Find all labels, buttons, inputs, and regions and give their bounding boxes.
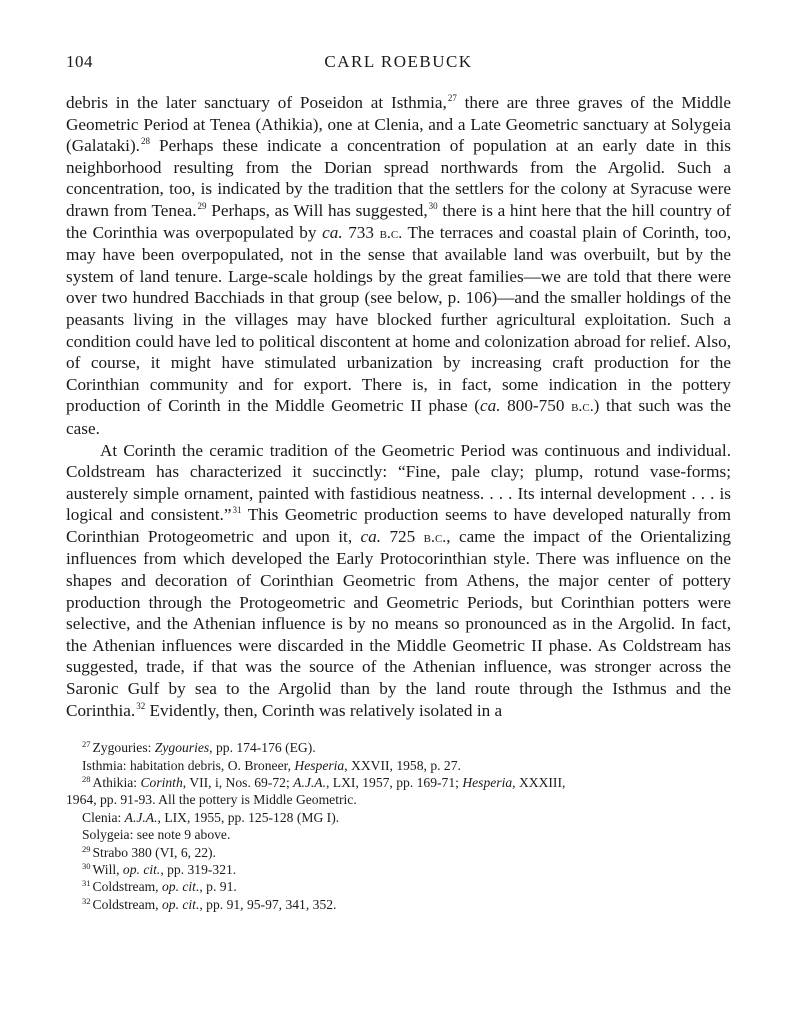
bc-abbrev: b.c. xyxy=(379,224,403,242)
footnote-ref-27[interactable]: 27 xyxy=(447,93,457,103)
footnote-title: Zygouries xyxy=(154,740,210,756)
footnote-number: 27 xyxy=(82,739,91,750)
page-number: 104 xyxy=(66,52,93,71)
circa-abbrev: ca. xyxy=(479,396,501,416)
text-run: ) that such was the case. xyxy=(66,396,731,438)
text-run: there is a hint here that the hill country of the Corinthia was overpopulated by xyxy=(66,200,731,242)
footnote-31 xyxy=(82,878,731,895)
text-run: At Corinth the ceramic tradition of the Geometric Period was continuous and individual. Coldstream has characterized it succinctly: “Fine, pale clay; plump, rotund vase-forms; austerely simple ornament, painted with fastidious neatness. . . . Its internal development . . . is logical and consistent.” xyxy=(66,440,731,525)
paragraph-2 xyxy=(66,440,731,722)
footnote-text: , VII, i, Nos. 69-72; xyxy=(182,775,294,791)
footnote-title: A.J.A. xyxy=(124,809,158,825)
text-run: Evidently, then, Corinth was relatively isolated in a xyxy=(145,700,503,720)
footnote-text: Coldstream, xyxy=(92,879,162,895)
footnote-32 xyxy=(82,896,731,913)
footnote-ref-29[interactable]: 29 xyxy=(197,200,207,211)
footnote-text: , p. 91. xyxy=(199,879,237,895)
footnote-number: 32 xyxy=(82,895,91,906)
footnote-29 xyxy=(82,844,731,861)
footnote-text: , LIX, 1955, pp. 125-128 (MG I). xyxy=(157,809,340,825)
footnote-number: 30 xyxy=(82,861,91,872)
text-run: Perhaps, as Will has suggested, xyxy=(206,200,428,220)
footnote-text: , pp. 174-176 (EG). xyxy=(209,740,316,756)
running-title: CARL ROEBUCK xyxy=(324,52,473,71)
footnote-30 xyxy=(82,861,731,878)
circa-abbrev: ca. xyxy=(322,222,343,242)
bc-abbrev: b.c. xyxy=(571,398,594,416)
text-run: there are three graves of the Middle Geometric Period at Tenea (Athikia), one at Clenia, and a Late Geometric sanctuary at Solygeia (Galataki). xyxy=(66,93,731,156)
footnote-27 xyxy=(82,739,731,756)
text-run: This Geometric production seems to have developed naturally from Corinthian Protogeometric and upon it, xyxy=(66,505,731,546)
footnote-ref-30[interactable]: 30 xyxy=(428,200,438,211)
footnote-ref-31[interactable]: 31 xyxy=(232,505,242,516)
footnote-ref-28[interactable]: 28 xyxy=(140,136,150,147)
footnote-text: , pp. 91, 95-97, 341, 352. xyxy=(199,896,337,912)
footnote-text: Strabo 380 (VI, 6, 22). xyxy=(92,844,216,860)
footnote-text: Clenia: xyxy=(82,809,125,825)
page xyxy=(66,52,731,913)
footnote-text: Coldstream, xyxy=(92,896,162,912)
footnote-text: , LXI, 1957, pp. 169-71; xyxy=(326,775,463,791)
footnote-title: A.J.A. xyxy=(293,775,326,791)
footnote-number: 28 xyxy=(82,774,91,785)
text-run: Perhaps these indicate a concentration of population at an early date in this neighborhood resulting from the Dorian spread northwards from the Argolid. Such a concentration, too, is indicated by the tradition that the settlers for the colony at Syracuse were drawn from Tenea. xyxy=(66,136,731,220)
footnote-title: op. cit. xyxy=(161,896,200,912)
footnote-number: 31 xyxy=(82,878,91,889)
footnote-text: Will, xyxy=(92,862,123,878)
footnotes xyxy=(66,739,731,913)
footnote-28 xyxy=(82,774,731,791)
footnote-title: op. cit. xyxy=(122,862,161,878)
footnote-text: Isthmia: habitation debris, O. Broneer, xyxy=(82,757,295,773)
footnote-27-isthmia xyxy=(82,757,731,774)
bc-abbrev: b.c. xyxy=(423,528,447,546)
footnote-title: Corinth xyxy=(140,775,183,791)
body-text xyxy=(66,92,731,721)
footnote-text: , pp. 319-321. xyxy=(160,862,237,878)
footnote-number: 29 xyxy=(82,843,91,854)
footnote-28-continued: 1964, pp. 91-93. All the pottery is Middle Geometric. xyxy=(66,792,357,808)
circa-abbrev: ca. xyxy=(360,526,382,546)
footnote-title: op. cit. xyxy=(161,879,200,895)
text-run: debris in the later sanctuary of Poseidon at Isthmia, xyxy=(66,93,447,112)
text-run: 733 xyxy=(342,222,380,242)
footnote-28-solygeia: Solygeia: see note 9 above. xyxy=(82,827,231,843)
paragraph-1 xyxy=(66,92,731,440)
footnote-text: , XXXIII, xyxy=(512,775,566,791)
text-run: 725 xyxy=(381,526,424,546)
footnote-text: , XXVII, 1958, p. 27. xyxy=(344,757,461,773)
text-run: , came the impact of the Orientalizing influences from which developed the Early Protocorinthian style. There was influence on the shapes and decoration of Corinthian Geometric from Athens, the major center of pottery production through the Protogeometric and Geometric Periods, but Corinthian potters were selective, and the Athenian influence is by no means so pronounced as in the Argolid. In fact, the Athenian influences were discarded in the Middle Geometric II phase. As Coldstream has suggested, trade, if that was the source of the Athenian influence, was stronger across the Saronic Gulf by sea to the Argolid than by the land route through the Isthmus and the Corinthia. xyxy=(66,526,731,720)
footnote-title: Hesperia xyxy=(294,757,345,773)
footnote-28-clenia xyxy=(82,809,731,826)
running-head xyxy=(66,52,731,78)
footnote-text: Zygouries: xyxy=(92,740,155,756)
footnote-ref-32[interactable]: 32 xyxy=(136,700,146,711)
footnote-text: Athikia: xyxy=(92,775,141,791)
footnote-title: Hesperia xyxy=(462,775,513,791)
text-run: 800-750 xyxy=(500,396,572,416)
text-run: The terraces and coastal plain of Corinth, too, may have been overpopulated, not in the sense that available land was overbuilt, but by the system of land tenure. Large-scale holdings by the great families—we are told that there were over two hundred Bacchiads in that group (see below, p. 106)—and the smaller holdings of the peasants living in the villages may have blocked further agricultural exploitation. Such a condition could have led to political discontent at home and colonization abroad for relief. Also, of course, it might have stimulated urbanization by increasing craft production for the Corinthian community and for export. There is, in fact, some indication in the pottery production of Corinth in the Middle Geometric II phase ( xyxy=(66,222,732,416)
